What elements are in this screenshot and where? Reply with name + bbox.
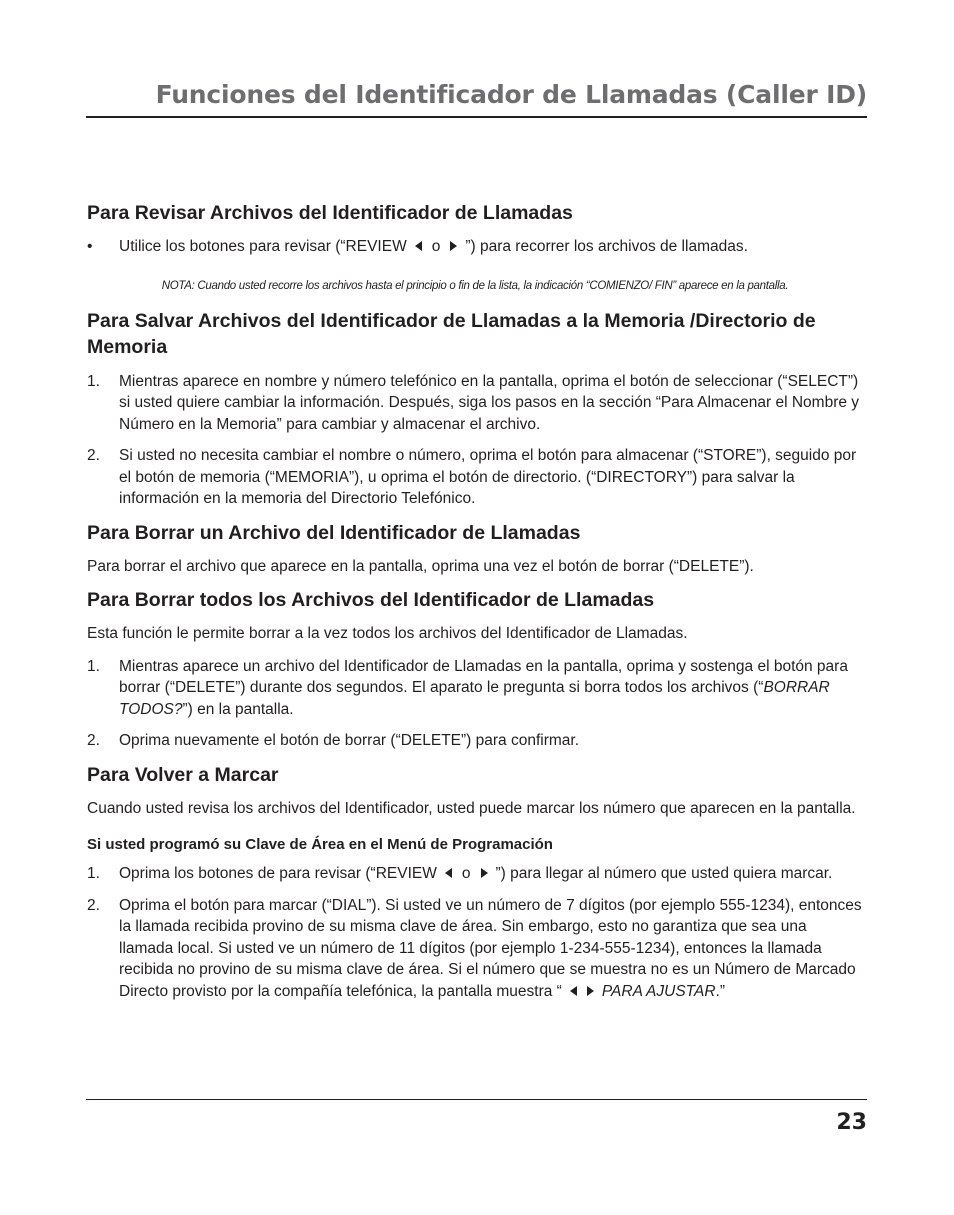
- display-message: BORRAR TODOS?: [119, 679, 830, 718]
- list-number: 2.: [87, 732, 100, 749]
- list-number: 2.: [87, 896, 100, 914]
- item-text: Oprima los botones de para revisar (“REVIEW: [119, 865, 437, 882]
- list-item: [87, 445, 863, 510]
- item-text: o: [461, 865, 471, 882]
- item-text: Utilice los botones para revisar (“REVIEW: [119, 238, 407, 255]
- section-heading-delete-all: Para Borrar todos los Archivos del Identificador de Llamadas: [87, 589, 655, 611]
- list-number: 2.: [87, 447, 100, 464]
- note-text: NOTA: Cuando usted recorre los archivos hasta el principio o fin de la lista, la indicación “COMIENZO/ FIN” aparece en la pantalla.: [161, 279, 789, 292]
- bullet-marker: •: [87, 238, 93, 255]
- list-item: [87, 730, 863, 752]
- section-heading-save: Para Salvar Archivos del Identificador de Llamadas a la Memoria /Directorio de Memoria: [87, 309, 816, 358]
- list-item: [87, 371, 863, 436]
- list-item: [87, 863, 863, 885]
- list-item: [87, 895, 863, 1003]
- header-divider: [86, 116, 867, 118]
- right-arrow-icon: [481, 868, 488, 878]
- list-number: 1.: [87, 865, 100, 882]
- right-arrow-icon: [450, 241, 457, 251]
- item-text: Si usted no necesita cambiar el nombre o número, oprima el botón para almacenar (“STORE”), seguido por el botón de memoria (“MEMORIA”), u oprima el botón de directorio. (“DIRECTORY”) para salvar la información en la memoria del Directorio Telefónico.: [119, 447, 857, 507]
- item-text: o: [431, 238, 441, 255]
- list-number: 1.: [87, 657, 100, 675]
- item-text: ”) para llegar al número que usted quiera marcar.: [495, 865, 833, 882]
- item-text: Oprima nuevamente el botón de borrar (“DELETE”) para confirmar.: [119, 732, 580, 749]
- paragraph: Cuando usted revisa los archivos del Identificador, usted puede marcar los número que aparecen en la pantalla.: [87, 799, 856, 817]
- page-content: [87, 200, 863, 1002]
- left-arrow-icon: [445, 868, 452, 878]
- left-arrow-icon: [570, 986, 577, 996]
- item-text: ”) en la pantalla.: [182, 700, 294, 718]
- section-heading-redial: Para Volver a Marcar: [87, 763, 279, 786]
- list-number: 1.: [87, 372, 100, 390]
- item-text: Mientras aparece un archivo del Identificador de Llamadas en la pantalla, oprima y sostenga el botón para borrar (“DELETE”) durante dos segundos. El aparato le pregunta si borra todos los archivos (“: [119, 657, 848, 696]
- subsection-heading: Si usted programó su Clave de Área en el Menú de Programación: [87, 836, 553, 853]
- paragraph: Esta función le permite borrar a la vez todos los archivos del Identificador de Llamadas.: [87, 625, 688, 642]
- display-message: PARA AJUSTAR: [601, 982, 716, 1000]
- item-text: .”: [715, 982, 725, 1000]
- list-item: [87, 656, 863, 721]
- right-arrow-icon: [587, 986, 594, 996]
- page-header-title: Funciones del Identificador de Llamadas (Caller ID): [155, 80, 867, 109]
- page-number: 23: [836, 1110, 867, 1135]
- list-item: [87, 236, 863, 258]
- item-text: ”) para recorrer los archivos de llamadas.: [465, 238, 748, 255]
- left-arrow-icon: [415, 241, 422, 251]
- paragraph: Para borrar el archivo que aparece en la pantalla, oprima una vez el botón de borrar (“DELETE”).: [87, 557, 754, 575]
- item-text: Oprima el botón para marcar (“DIAL”). Si usted ve un número de 7 dígitos (por ejemplo 555-1234), entonces la llamada recibida provino de su misma clave de área. Sin embargo, esto no garantiza que sea una llamada local. Si usted ve un número de 11 dígitos (por ejemplo 1-234-555-1234), entonces la llamada recibida no provino de su misma clave de área. Si el número que se muestra no es un Número de Marcado Directo provisto por la compañía telefónica, la pantalla muestra “: [119, 896, 862, 1000]
- item-text: Mientras aparece en nombre y número telefónico en la pantalla, oprima el botón de seleccionar (“SELECT”) si usted quiere cambiar la información. Después, siga los pasos en la sección “Para Almacenar el Nombre y Número en la Memoria” para cambiar y almacenar el archivo.: [119, 372, 860, 433]
- section-heading-delete-one: Para Borrar un Archivo del Identificador de Llamadas: [87, 521, 581, 544]
- footer-divider: [86, 1099, 867, 1100]
- section-heading-review: Para Revisar Archivos del Identificador de Llamadas: [87, 202, 573, 224]
